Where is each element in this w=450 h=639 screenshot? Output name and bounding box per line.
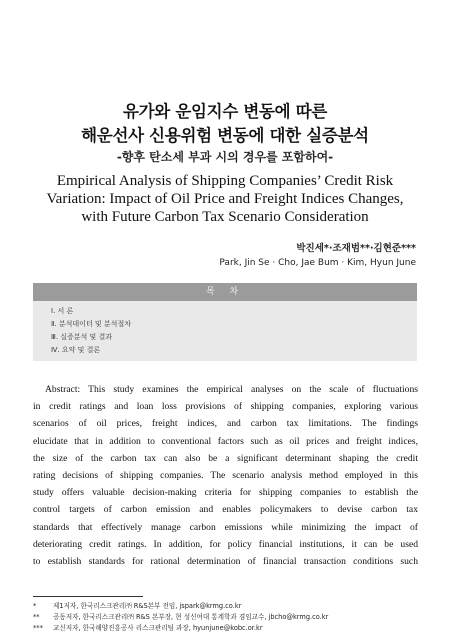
abstract-line: rating decisions of shipping companies. The scenario analysis method employed in this bbox=[33, 470, 418, 482]
abstract-line: to establish standards for rational determination of financial transaction conditions such bbox=[33, 556, 418, 568]
abstract-line: study offers valuable decision-making criteria for shipping companies to establish the bbox=[33, 487, 418, 499]
abstract-line: Abstract: This study examines the empirical analyses on the scale of fluctuations bbox=[45, 384, 418, 395]
abstract-line: scenarios of oil prices, freight indices, and carbon tax limitations. The findings bbox=[33, 418, 418, 430]
footnote-mark: ** bbox=[33, 613, 40, 621]
toc-item: Ⅳ. 요약 및 결론 bbox=[51, 346, 101, 354]
abstract-line: control targets of carbon emission and enables policymakers to devise carbon tax bbox=[33, 504, 418, 516]
korean-title-line-1: 유가와 운임지수 변동에 따른 bbox=[122, 102, 327, 121]
abstract-line: deteriorating credit ratings. In addition, for policy financial institutions, it can be used bbox=[33, 538, 418, 550]
korean-title-line-2: 해운선사 신용위험 변동에 대한 실증분석 bbox=[81, 126, 369, 145]
footnote bbox=[33, 600, 241, 610]
footnote-text: 공동저자, 한국리스크관리㈜ R&S 본부장, 현 성신여대 통계학과 겸임교수, jbcho@krmg.co.kr bbox=[53, 613, 329, 621]
toc-item: Ⅱ. 분석데이터 및 분석절차 bbox=[51, 320, 131, 328]
toc-heading: 목 차 bbox=[33, 283, 417, 301]
toc-item: Ⅲ. 실증분석 및 결과 bbox=[51, 333, 113, 341]
abstract-line: in credit ratings and loan loss provisions of shipping companies, exploring various bbox=[33, 401, 418, 413]
authors-korean: 박진세*·조재범**·김현준*** bbox=[296, 243, 416, 254]
english-title-line-1: Empirical Analysis of Shipping Companies’ Credit Risk bbox=[56, 173, 394, 189]
english-title-line-3: with Future Carbon Tax Scenario Consideration bbox=[81, 209, 369, 225]
abstract-line: standards that effectively manage carbon emissions while minimizing the impact of bbox=[33, 521, 418, 533]
footnote-divider bbox=[33, 596, 143, 597]
footnote-text: 제1저자, 한국리스크관리㈜ R&S본부 전임, jspark@krmg.co.kr bbox=[53, 602, 242, 610]
footnote-mark: * bbox=[33, 602, 37, 610]
table-of-contents bbox=[33, 283, 417, 361]
english-title-line-2: Variation: Impact of Oil Price and Freight Indices Changes, bbox=[46, 191, 404, 207]
footnote bbox=[33, 622, 263, 632]
abstract-line: the size of the carbon tax can also be a significant determinant shaping the credit bbox=[33, 452, 418, 464]
korean-subtitle: -향후 탄소세 부과 시의 경우를 포함하여- bbox=[116, 150, 334, 164]
toc-item: Ⅰ. 서 론 bbox=[51, 307, 74, 315]
footnote-mark: *** bbox=[33, 624, 43, 632]
authors-english: Park, Jin Se · Cho, Jae Bum · Kim, Hyun June bbox=[219, 258, 416, 268]
abstract-line: elucidate that in addition to conventional factors such as oil prices and freight indices, bbox=[33, 435, 418, 447]
abstract bbox=[33, 381, 418, 570]
footnote-text: 교신저자, 한국해양진흥공사 리스크관리팀 과장, hyunjune@kobc.or.kr bbox=[53, 624, 263, 632]
footnote bbox=[33, 611, 328, 621]
